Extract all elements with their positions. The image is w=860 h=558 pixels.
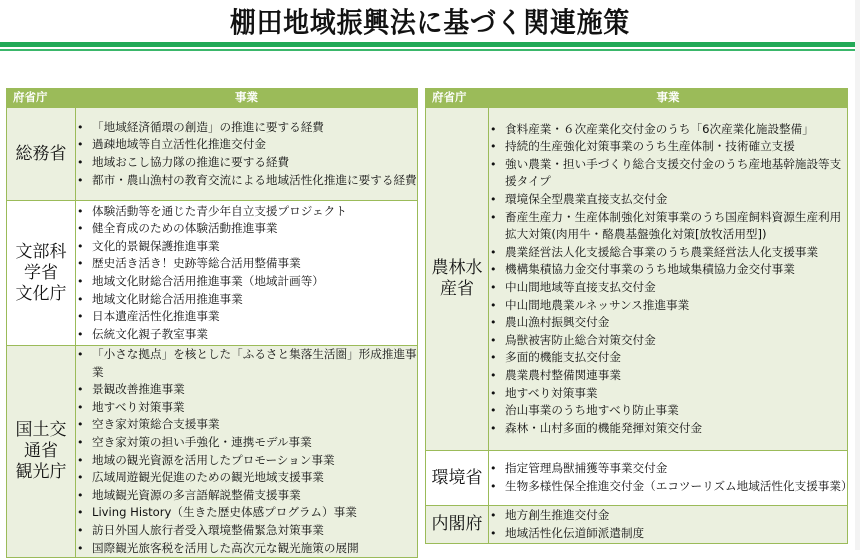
project-item: • 食料産業・６次産業化交付金のうち「6次産業化施設整備」 [489, 121, 847, 139]
project-item: • 地域観光資源の多言語解説整備支援事業 [76, 487, 417, 505]
project-item: • 地すべり対策事業 [489, 385, 847, 403]
agency-name-line: 文化庁 [15, 283, 67, 304]
page-title: 棚田地域振興法に基づく関連施策 [229, 6, 631, 39]
table-header-row [7, 89, 418, 108]
project-item: • 多面的機能支払交付金 [489, 349, 847, 367]
projects-cell [76, 108, 418, 201]
project-item: • 生物多様性保全推進交付金（エコツーリズム地域活性化支援事業） [489, 478, 847, 496]
project-item: • 文化的景観保護推進事業 [76, 238, 417, 256]
agency-name-line: 産省 [440, 279, 474, 299]
agency-cell [426, 506, 489, 544]
project-item: • 体験活動等を通じた青少年自立支援プロジェクト [76, 203, 417, 221]
agency-name-line: 学省 [24, 262, 58, 283]
agency-name-line: 農林水 [431, 258, 483, 278]
agency-name: 環境省 [431, 467, 483, 488]
projects-cell [489, 506, 848, 544]
project-item: • Living History（生きた歴史体感プログラム）事業 [76, 504, 417, 522]
agency-name: 内閣府 [431, 514, 483, 534]
project-item: • 鳥獣被害防止総合対策交付金 [489, 332, 847, 350]
project-item: • 農業農村整備関連事業 [489, 367, 847, 385]
column-header-agency: 府省庁 [426, 89, 489, 108]
project-list [489, 460, 853, 495]
agency-name-line: 国土交 [15, 420, 67, 441]
column-header-projects: 事業 [489, 89, 848, 108]
table-row-kankyosho [426, 451, 848, 506]
projects-cell [489, 108, 848, 451]
project-item: • 地域の観光資源を活用したプロモーション事業 [76, 452, 417, 470]
project-item: • 歴史活き活き！史跡等総合活用整備事業 [76, 255, 417, 273]
project-list [76, 346, 417, 557]
project-item: • 中山間地農業ルネッサンス推進事業 [489, 297, 847, 315]
project-item: • 地域文化財総合活用推進事業 [76, 291, 417, 309]
project-list [76, 203, 417, 344]
table-header-row [426, 89, 848, 108]
project-item: • 強い農業・担い手づくり総合支援交付金のうち産地基幹施設等支援タイプ [489, 156, 847, 191]
projects-cell [76, 201, 418, 346]
table-row-monbukagakusho [7, 201, 418, 346]
agency-cell [7, 201, 76, 346]
agency-cell [426, 108, 489, 451]
project-list [489, 507, 847, 542]
agency-name-line: 文部科 [15, 241, 67, 262]
agency-cell [426, 451, 489, 506]
project-item: • 地方創生推進交付金 [489, 507, 847, 525]
agency-name-line: 観光庁 [15, 462, 67, 483]
project-item: • 過疎地域等自立活性化推進交付金 [76, 136, 417, 154]
title-rule-thick [0, 42, 855, 47]
project-item: • 訪日外国人旅行者受入環境整備緊急対策事業 [76, 522, 417, 540]
table-row-soumusho [7, 108, 418, 201]
project-item: • 地域活性化伝道師派遣制度 [489, 525, 847, 543]
table-row-kokudokotsusho [7, 346, 418, 558]
project-item: • 空き家対策の担い手強化・連携モデル事業 [76, 434, 417, 452]
project-item: • 農業経営法人化支援総合事業のうち農業経営法人化支援事業 [489, 244, 847, 262]
column-header-agency: 府省庁 [7, 89, 76, 108]
project-item: • 「地域経済循環の創造」の推進に要する経費 [76, 119, 417, 137]
project-list [489, 121, 847, 438]
project-item: • 畜産生産力・生産体制強化対策事業のうち国産飼料資源生産利用拡大対策(肉用牛・酪農基盤強化対策[放牧活用型]) [489, 209, 847, 244]
project-item: • 空き家対策総合支援事業 [76, 416, 417, 434]
policy-table-right [425, 88, 853, 544]
project-item: • 国際観光旅客税を活用した高次元な観光施策の展開 [76, 540, 417, 558]
agency-name-line: 通省 [24, 441, 58, 462]
project-item: • 森林・山村多面的機能発揮対策交付金 [489, 420, 847, 438]
project-item: • 健全育成のための体験活動推進事業 [76, 220, 417, 238]
project-item: • 環境保全型農業直接支払交付金 [489, 191, 847, 209]
project-item: • 地域文化財総合活用推進事業（地域計画等） [76, 273, 417, 291]
project-item: • 農山漁村振興交付金 [489, 314, 847, 332]
policy-table-left [6, 88, 418, 558]
project-item: • 地域おこし協力隊の推進に要する経費 [76, 154, 417, 172]
project-item: • 機構集積協力金交付事業のうち地域集積協力金交付事業 [489, 261, 847, 279]
column-header-projects: 事業 [76, 89, 418, 108]
projects-cell [489, 451, 853, 506]
table-row-norinsuisansho [426, 108, 848, 451]
project-item: • 広域周遊観光促進のための観光地域支援事業 [76, 469, 417, 487]
table-row-naikakufu [426, 506, 848, 544]
page-edge [855, 0, 860, 550]
project-item: • 中山間地域等直接支払交付金 [489, 279, 847, 297]
project-item: • 指定管理鳥獣捕獲等事業交付金 [489, 460, 847, 478]
project-item: • 伝統文化親子教室事業 [76, 326, 417, 344]
agency-cell [7, 346, 76, 558]
agency-name: 総務省 [15, 143, 67, 164]
project-item: • 持続的生産強化対策事業のうち生産体制・技術確立支援 [489, 138, 847, 156]
project-item: • 治山事業のうち地すべり防止事業 [489, 402, 847, 420]
agency-cell [7, 108, 76, 201]
project-item: • 景観改善推進事業 [76, 381, 417, 399]
project-item: • 地すべり対策事業 [76, 399, 417, 417]
project-item: • 「小さな拠点」を核とした「ふるさと集落生活圏」形成推進事業 [76, 346, 417, 381]
project-item: • 都市・農山漁村の教育交流による地域活性化推進に要する経費 [76, 172, 417, 190]
project-item: • 日本遺産活性化推進事業 [76, 308, 417, 326]
projects-cell [76, 346, 418, 558]
title-rule-thin [0, 49, 855, 51]
project-list [76, 119, 417, 189]
